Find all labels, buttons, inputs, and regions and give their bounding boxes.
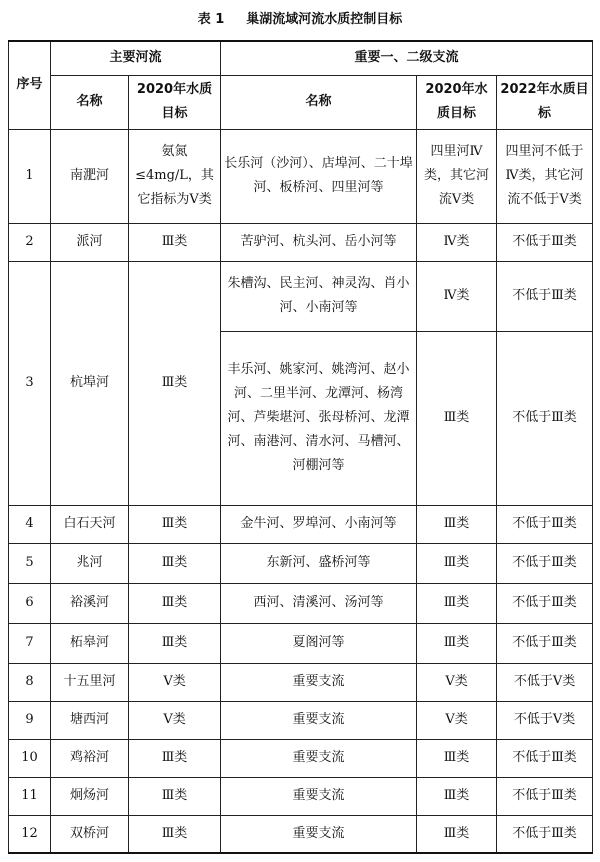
table-caption [0, 8, 600, 27]
t2022-cell: 不低于Ⅲ类 [497, 261, 593, 331]
river-cell: 杭埠河 [51, 261, 129, 505]
river-cell: 派河 [51, 223, 129, 261]
target-cell: Ⅲ类 [129, 261, 221, 505]
sub-cell: 长乐河（沙河）、店埠河、二十埠河、板桥河、四里河等 [221, 129, 417, 223]
river-cell: 白石天河 [51, 505, 129, 543]
sub-cell: 重要支流 [221, 815, 417, 853]
table-row [9, 543, 593, 583]
seq-cell: 3 [9, 261, 51, 505]
target-cell: Ⅲ类 [129, 739, 221, 777]
header-main-name: 名称 [51, 75, 129, 129]
table-row [9, 261, 593, 331]
target-cell: Ⅴ类 [129, 663, 221, 701]
river-cell: 柘皋河 [51, 623, 129, 663]
river-cell: 炯炀河 [51, 777, 129, 815]
t2020-cell: Ⅲ类 [417, 739, 497, 777]
header-sub-target2020: 2020年水质目标 [417, 75, 497, 129]
header-main-river: 主要河流 [51, 41, 221, 75]
table-number: 表 1 [197, 12, 225, 27]
river-cell: 十五里河 [51, 663, 129, 701]
river-cell: 鸡裕河 [51, 739, 129, 777]
river-cell: 双桥河 [51, 815, 129, 853]
t2022-cell: 不低于Ⅲ类 [497, 331, 593, 505]
table-row [9, 815, 593, 853]
sub-cell: 西河、清溪河、汤河等 [221, 583, 417, 623]
seq-cell: 12 [9, 815, 51, 853]
t2022-cell: 不低于Ⅲ类 [497, 777, 593, 815]
table-row [9, 583, 593, 623]
table-row [9, 505, 593, 543]
t2022-cell: 不低于Ⅲ类 [497, 223, 593, 261]
t2020-cell: Ⅲ类 [417, 815, 497, 853]
table-title: 巢湖流域河流水质控制目标 [246, 12, 403, 27]
header-sub-target2022: 2022年水质目标 [497, 75, 593, 129]
target-cell: Ⅲ类 [129, 505, 221, 543]
t2020-cell: Ⅳ类 [417, 261, 497, 331]
t2020-cell: Ⅲ类 [417, 777, 497, 815]
t2022-cell: 四里河不低于Ⅳ类，其它河流不低于Ⅴ类 [497, 129, 593, 223]
table-row [9, 623, 593, 663]
sub-cell: 重要支流 [221, 701, 417, 739]
t2020-cell: Ⅲ类 [417, 331, 497, 505]
sub-cell: 重要支流 [221, 663, 417, 701]
table-row [9, 739, 593, 777]
river-cell: 裕溪河 [51, 583, 129, 623]
sub-cell: 东新河、盛桥河等 [221, 543, 417, 583]
seq-cell: 5 [9, 543, 51, 583]
target-cell: Ⅲ类 [129, 777, 221, 815]
target-cell: Ⅲ类 [129, 623, 221, 663]
sub-cell: 苦驴河、杭头河、岳小河等 [221, 223, 417, 261]
t2020-cell: 四里河Ⅳ类，其它河流Ⅴ类 [417, 129, 497, 223]
river-cell: 塘西河 [51, 701, 129, 739]
seq-cell: 6 [9, 583, 51, 623]
t2022-cell: 不低于Ⅲ类 [497, 505, 593, 543]
t2022-cell: 不低于Ⅲ类 [497, 739, 593, 777]
sub-cell: 重要支流 [221, 739, 417, 777]
water-quality-table [8, 40, 593, 854]
t2020-cell: Ⅴ类 [417, 701, 497, 739]
table-row [9, 663, 593, 701]
target-cell: Ⅲ类 [129, 583, 221, 623]
sub-cell: 丰乐河、姚家河、姚湾河、赵小河、二里半河、龙潭河、杨湾河、芦柴堪河、张母桥河、龙潭河、南港河、清水河、马槽河、河棚河等 [221, 331, 417, 505]
sub-cell: 金牛河、罗埠河、小南河等 [221, 505, 417, 543]
header-seq: 序号 [9, 41, 51, 129]
table-row [9, 777, 593, 815]
t2022-cell: 不低于Ⅲ类 [497, 583, 593, 623]
seq-cell: 2 [9, 223, 51, 261]
t2020-cell: Ⅴ类 [417, 663, 497, 701]
seq-cell: 11 [9, 777, 51, 815]
table-row [9, 701, 593, 739]
t2020-cell: Ⅲ类 [417, 623, 497, 663]
table-row [9, 129, 593, 223]
seq-cell: 9 [9, 701, 51, 739]
sub-cell: 朱槽沟、民主河、神灵沟、肖小河、小南河等 [221, 261, 417, 331]
header-tributary: 重要一、二级支流 [221, 41, 593, 75]
seq-cell: 4 [9, 505, 51, 543]
t2022-cell: 不低于Ⅴ类 [497, 663, 593, 701]
seq-cell: 10 [9, 739, 51, 777]
target-cell: Ⅴ类 [129, 701, 221, 739]
header-main-target2020: 2020年水质目标 [129, 75, 221, 129]
seq-cell: 1 [9, 129, 51, 223]
t2022-cell: 不低于Ⅲ类 [497, 623, 593, 663]
river-cell: 南淝河 [51, 129, 129, 223]
t2020-cell: Ⅳ类 [417, 223, 497, 261]
target-cell: 氨氮≤4mg/L，其它指标为Ⅴ类 [129, 129, 221, 223]
t2022-cell: 不低于Ⅲ类 [497, 543, 593, 583]
sub-cell: 夏阁河等 [221, 623, 417, 663]
t2020-cell: Ⅲ类 [417, 583, 497, 623]
t2020-cell: Ⅲ类 [417, 505, 497, 543]
target-cell: Ⅲ类 [129, 543, 221, 583]
header-sub-name: 名称 [221, 75, 417, 129]
target-cell: Ⅲ类 [129, 815, 221, 853]
t2022-cell: 不低于Ⅲ类 [497, 815, 593, 853]
t2020-cell: Ⅲ类 [417, 543, 497, 583]
table-row [9, 223, 593, 261]
seq-cell: 7 [9, 623, 51, 663]
target-cell: Ⅲ类 [129, 223, 221, 261]
seq-cell: 8 [9, 663, 51, 701]
sub-cell: 重要支流 [221, 777, 417, 815]
t2022-cell: 不低于Ⅴ类 [497, 701, 593, 739]
river-cell: 兆河 [51, 543, 129, 583]
